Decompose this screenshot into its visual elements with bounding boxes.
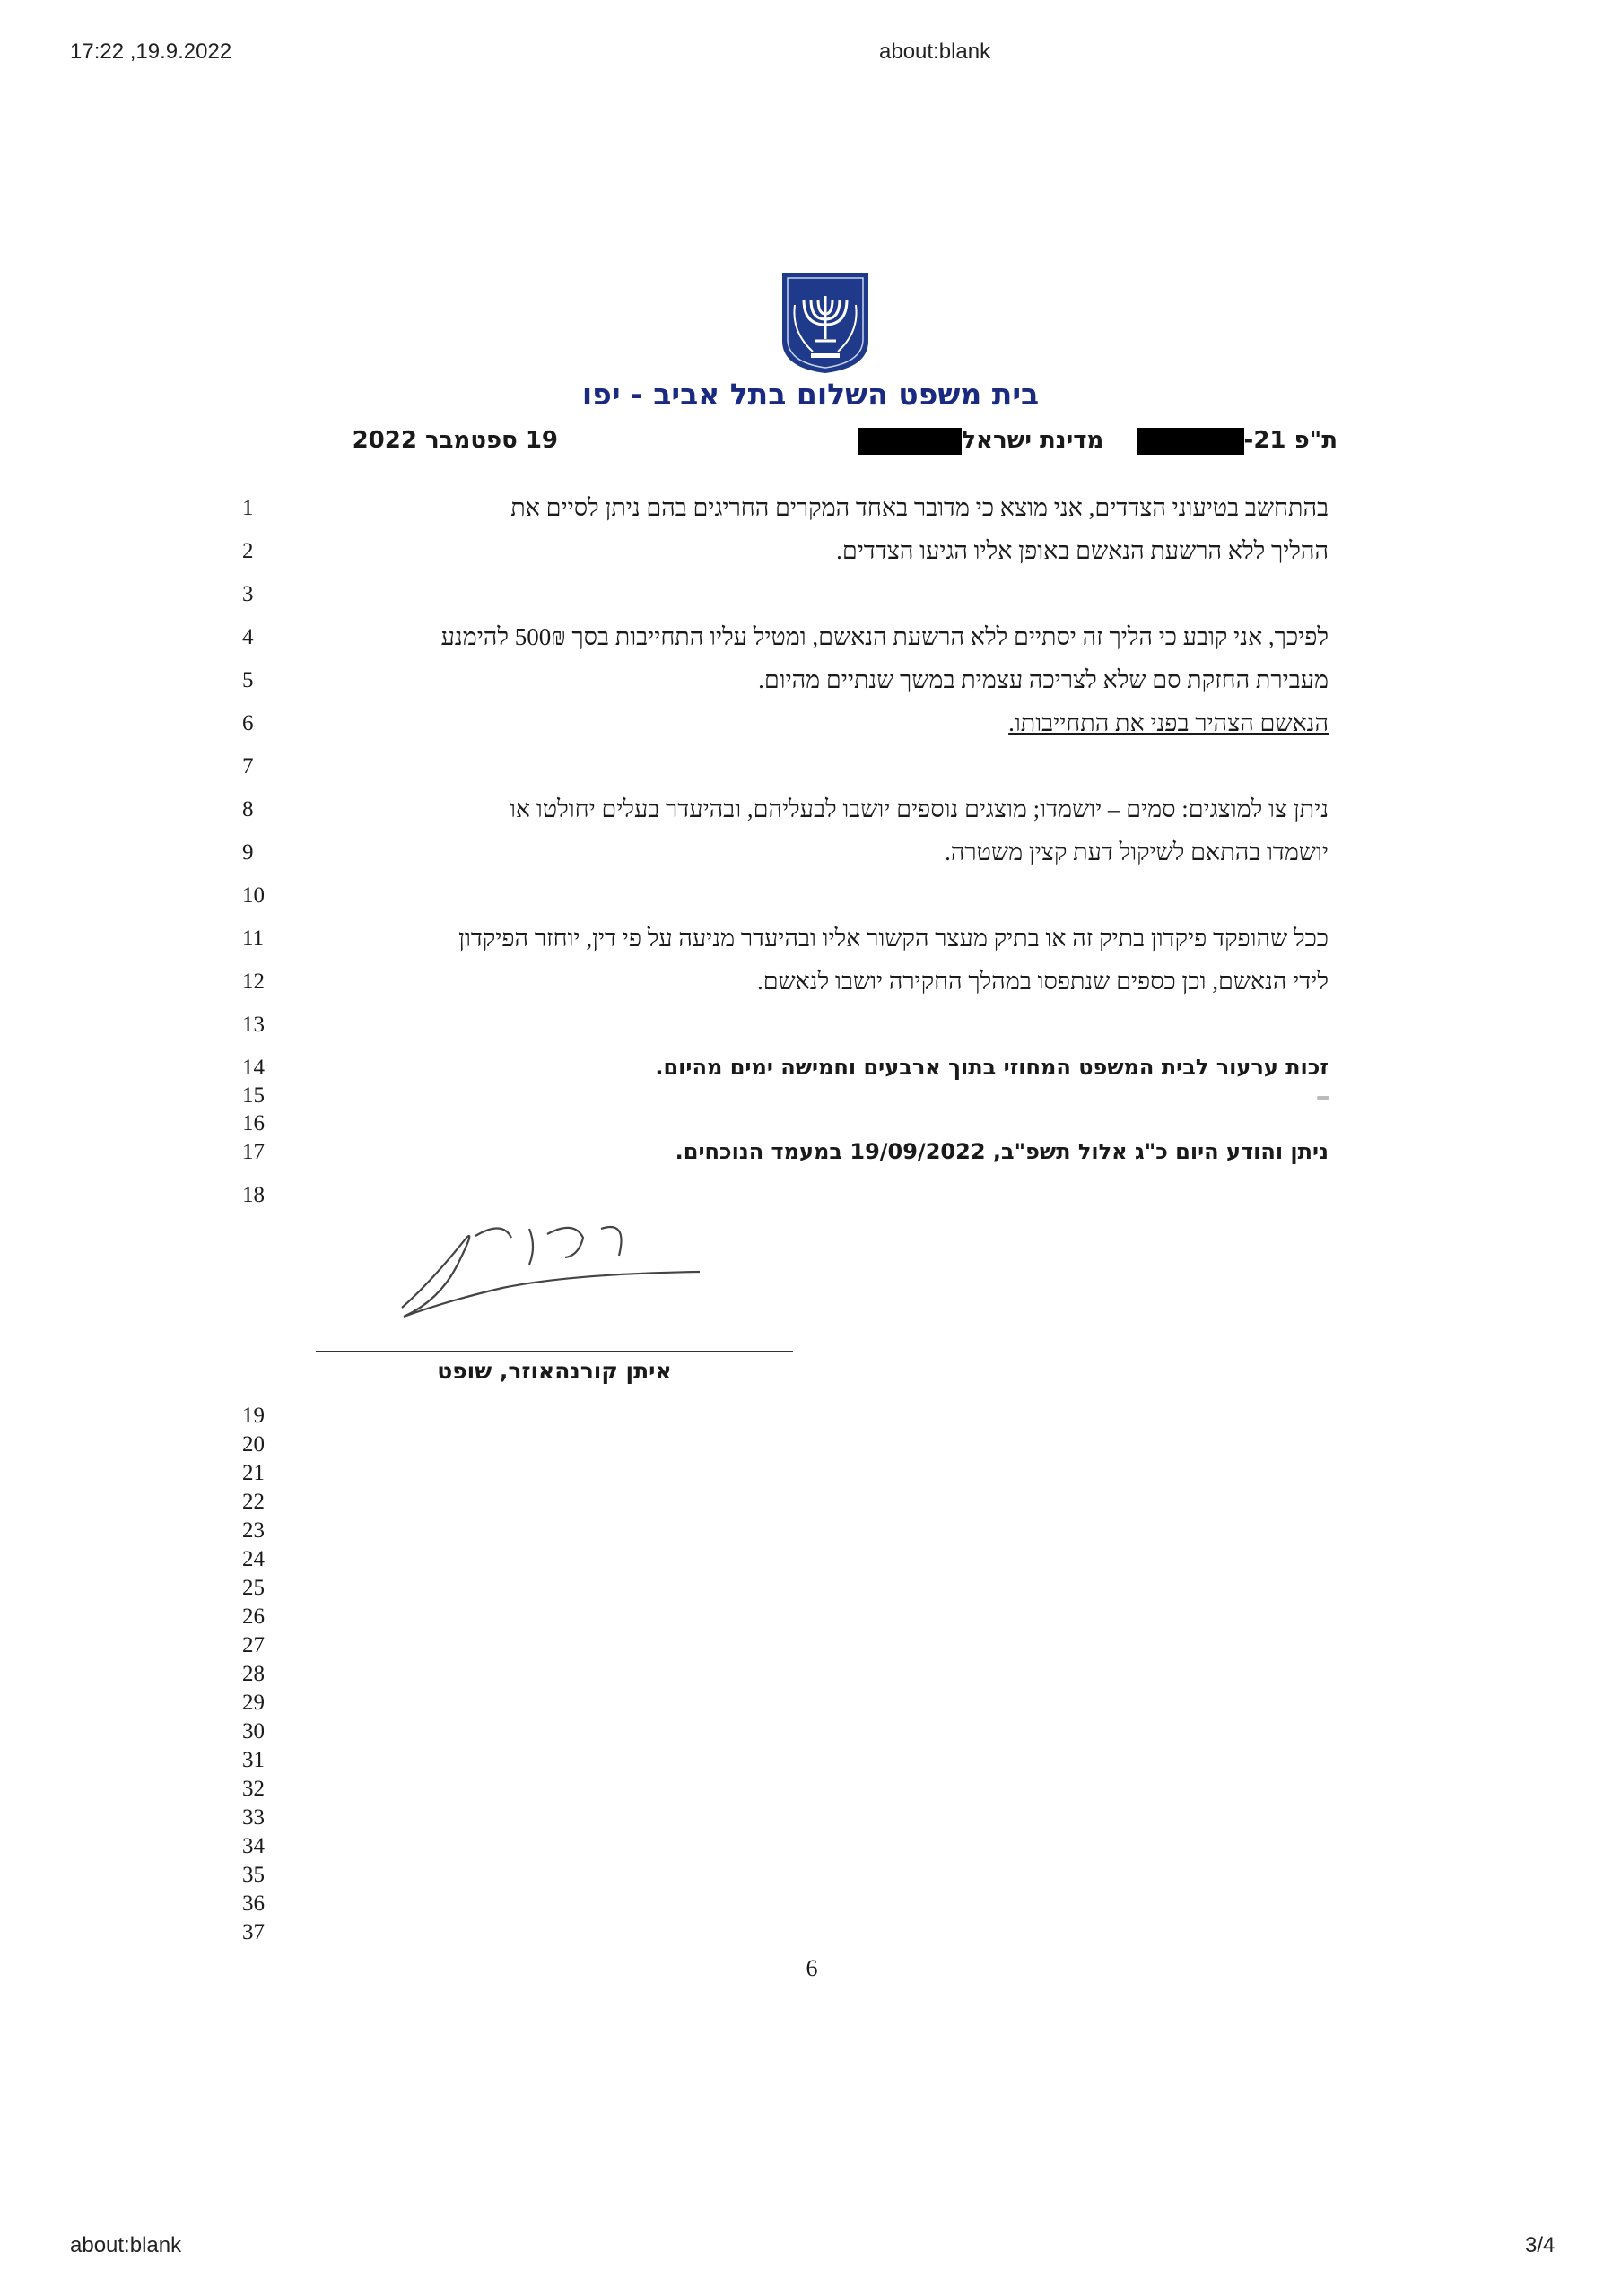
redaction-block [1137, 428, 1244, 455]
body-line: יושמדו בהתאם לשיקול דעת קצין משטרה. [945, 839, 1329, 865]
print-page-count: 3/4 [1525, 2233, 1556, 2257]
line-number: 25 [242, 1576, 265, 1600]
case-number: ת"פ 21- [1243, 427, 1338, 454]
line-number: 27 [242, 1633, 265, 1657]
signature-line [316, 1351, 793, 1352]
judge-signature [395, 1202, 736, 1327]
line-number: 35 [242, 1863, 265, 1887]
line-number: 30 [242, 1719, 265, 1744]
page-number: 6 [806, 1955, 818, 1981]
court-name: בית משפט השלום בתל אביב - יפו [581, 377, 1040, 412]
case-heading [692, 427, 1338, 463]
line-number: 16 [242, 1111, 265, 1135]
line-number: 34 [242, 1834, 265, 1858]
line-number: 15 [242, 1083, 265, 1108]
line-number: 19 [242, 1404, 265, 1428]
body-line: לידי הנאשם, וכן כספים שנתפסו במהלך החקירה יושבו לנאשם. [756, 968, 1329, 995]
line-number: 4 [242, 625, 254, 649]
line-number: 7 [242, 754, 254, 778]
line-number: 37 [242, 1920, 265, 1944]
line-number: 36 [242, 1892, 265, 1916]
body-line [306, 709, 1329, 737]
line-number: 31 [242, 1748, 265, 1772]
line-number: 22 [242, 1490, 265, 1514]
line-number: 12 [242, 970, 265, 994]
line-number: 3 [242, 582, 254, 606]
line-number: 20 [242, 1432, 265, 1457]
undertaking-statement: הנאשם הצהיר בפני את התחייבותו. [1008, 709, 1329, 736]
print-timestamp: 17:22 ,19.9.2022 [70, 39, 232, 64]
line-number: 33 [242, 1805, 265, 1830]
case-parties: מדינת ישראל [962, 427, 1104, 454]
body-line: ניתן צו למוצגים: סמים – יושמדו; מוצגים נוספים יושבו לבעליהם, ובהיעדר בעלים יחולטו או [510, 796, 1329, 822]
line-number: 2 [242, 539, 254, 563]
body-line: ככל שהופקד פיקדון בתיק זה או בתיק מעצר הקשור אליו ובהיעדר מניעה על פי דין, יוחזר הפיקדון [458, 925, 1329, 952]
line-number: 11 [242, 926, 265, 951]
line-number: 28 [242, 1662, 265, 1686]
line-number: 10 [242, 883, 265, 908]
body-line: מעבירת החזקת סם שלא לצריכה עצמית במשך שנתיים מהיום. [758, 666, 1329, 693]
line-number: 9 [242, 840, 254, 865]
line-number: 32 [242, 1777, 265, 1801]
line-number: 8 [242, 797, 254, 822]
redaction-block [858, 428, 962, 455]
body-line: ההליך ללא הרשעת הנאשם באופן אליו הגיעו הצדדים. [836, 537, 1329, 564]
line-number: 24 [242, 1547, 265, 1571]
line-number: 26 [242, 1605, 265, 1629]
line-number: 13 [242, 1013, 265, 1037]
print-url: about:blank [879, 39, 991, 64]
print-footer-url: about:blank [70, 2233, 182, 2257]
judge-name: איתן קורנהאוזר, שופט [437, 1358, 672, 1384]
line-number: 23 [242, 1518, 265, 1543]
stray-mark [1317, 1096, 1329, 1100]
line-number: 1 [242, 496, 254, 520]
line-number: 17 [242, 1140, 265, 1164]
body-line: לפיכך, אני קובע כי הליך זה יסתיים ללא הרשעת הנאשם, ומטיל עליו התחייבות בסך 500₪ להימנע [440, 623, 1329, 650]
line-number: 21 [242, 1461, 265, 1485]
line-number: 5 [242, 668, 254, 692]
line-number: 6 [242, 711, 254, 735]
case-date: 19 ספטמבר 2022 [352, 427, 558, 454]
ruling-given: ניתן והודע היום כ"ג אלול תשפ"ב, 19/09/2022 במעמד הנוכחים. [675, 1139, 1329, 1164]
menorah-emblem-icon [779, 269, 872, 375]
line-number: 18 [242, 1183, 265, 1207]
body-line: בהתחשב בטיעוני הצדדים, אני מוצא כי מדובר באחד המקרים החריגים בהם ניתן לסיים את [510, 494, 1329, 521]
line-number: 29 [242, 1691, 265, 1715]
line-number: 14 [242, 1056, 265, 1080]
appeal-right: זכות ערעור לבית המשפט המחוזי בתוך ארבעים וחמישה ימים מהיום. [655, 1055, 1329, 1080]
